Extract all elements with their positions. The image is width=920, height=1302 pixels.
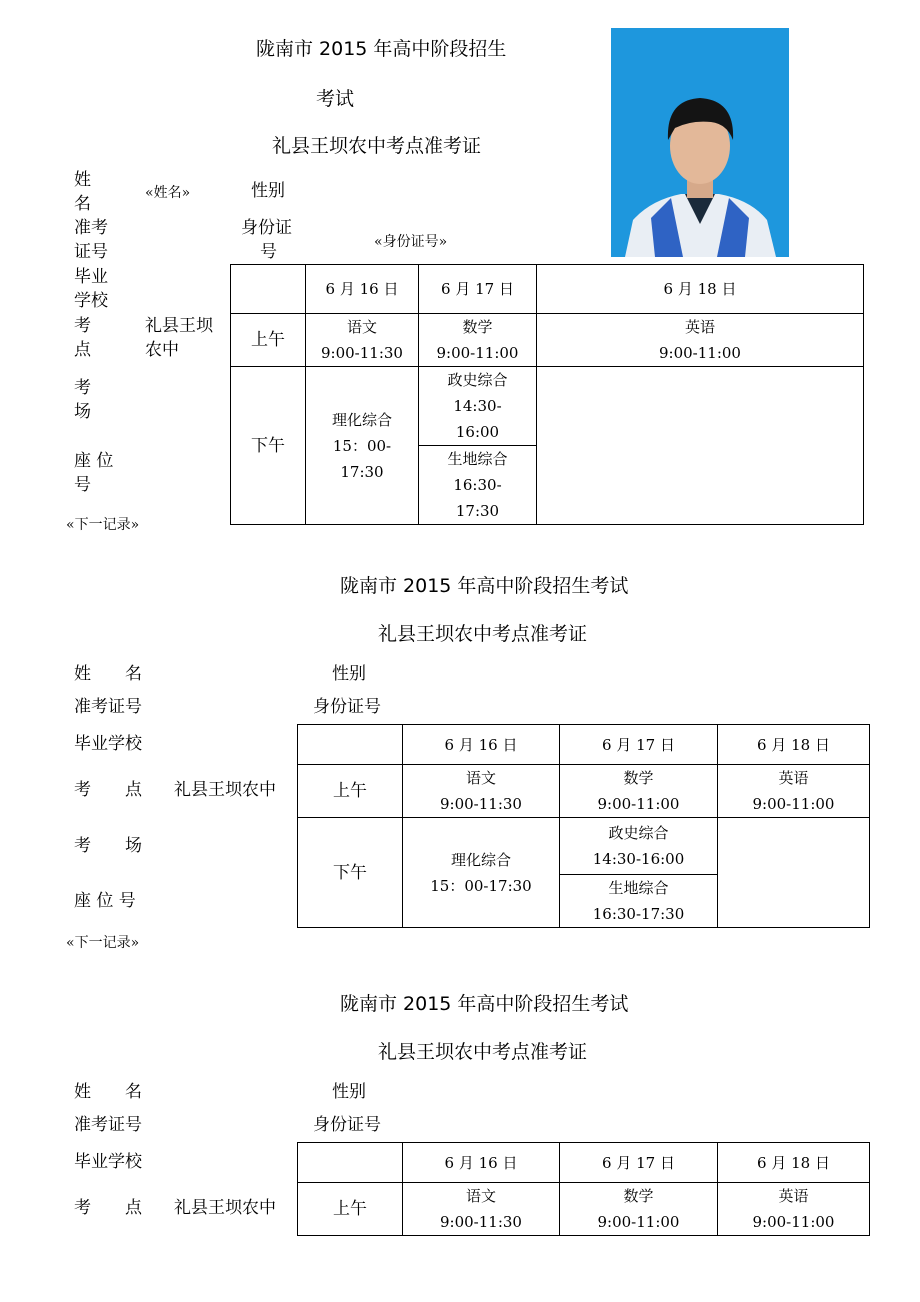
card2-school-label: 毕业学校 [74, 734, 142, 754]
card1-site-label-a: 考 [74, 316, 91, 336]
exam-subject: 数学 [623, 769, 654, 787]
day-header: 6 月 17 日 [560, 1143, 718, 1183]
exam-subject: 政史综合 [447, 371, 508, 389]
card2-schedule-table [297, 724, 870, 928]
card1-gender-label: 性别 [251, 181, 285, 201]
card3-school-label: 毕业学校 [74, 1152, 142, 1172]
exam-subject: 语文 [465, 1187, 496, 1205]
exam-subject: 理化综合 [331, 410, 392, 429]
card2-next-record: «下一记录» [66, 935, 140, 951]
card2-room-label: 考 场 [74, 836, 142, 856]
exam-cell [403, 1183, 560, 1236]
exam-cell [718, 1183, 870, 1236]
empty-cell [718, 818, 870, 928]
exam-time: 9:00-11:30 [440, 795, 522, 813]
card1-subtitle: 礼县王坝农中考点准考证 [272, 135, 482, 157]
card1-next-record: «下一记录» [66, 517, 140, 533]
day-header: 6 月 18 日 [718, 1143, 870, 1183]
student-photo [611, 28, 789, 257]
exam-time: 16:00 [455, 423, 500, 441]
card2-gender-label: 性别 [332, 664, 366, 684]
exam-cell [419, 367, 537, 446]
corner-cell [231, 265, 306, 314]
exam-cell [718, 765, 870, 818]
exam-time: 9:00-11:00 [752, 795, 835, 813]
card3-ticket-label: 准考证号 [74, 1115, 142, 1135]
exam-time: 16:30-17:30 [592, 905, 685, 923]
exam-time: 14:30-16:00 [592, 850, 685, 868]
exam-time: 9:00-11:30 [440, 1213, 522, 1231]
exam-cell [560, 765, 718, 818]
exam-subject: 语文 [346, 318, 377, 336]
card1-ticket-label-a: 准考 [74, 218, 108, 238]
card2-site-value: 礼县王坝农中 [174, 780, 276, 800]
card3-subtitle: 礼县王坝农中考点准考证 [378, 1041, 588, 1063]
exam-time: 16:30- [453, 476, 502, 494]
card1-title-line2: 考试 [316, 88, 355, 110]
empty-cell [537, 367, 864, 525]
exam-time: 9:00-11:00 [659, 344, 741, 362]
corner-cell [298, 725, 403, 765]
card2-title: 陇南市 2015 年高中阶段招生考试 [340, 575, 629, 597]
exam-subject: 政史综合 [608, 824, 669, 842]
card1-ticket-label-b: 证号 [74, 242, 108, 262]
exam-subject: 理化综合 [450, 850, 511, 869]
exam-cell [306, 314, 419, 367]
exam-time: 9:00-11:00 [597, 1213, 680, 1231]
pm-label: 下午 [298, 818, 403, 928]
exam-subject: 语文 [465, 769, 496, 787]
card1-seat-label-b: 号 [74, 475, 91, 495]
card2-ticket-label: 准考证号 [74, 697, 142, 717]
card1-site-value-b: 农中 [145, 340, 179, 360]
card2-site-label: 考 点 [74, 780, 142, 800]
exam-subject: 生地综合 [447, 450, 508, 468]
card1-name-label-a: 姓 [74, 170, 91, 190]
card1-seat-label-a: 座 位 [74, 451, 114, 471]
exam-cell [560, 818, 718, 875]
exam-cell [306, 367, 419, 525]
exam-subject: 数学 [623, 1187, 654, 1205]
day-header: 6 月 18 日 [718, 725, 870, 765]
exam-time: 9:00-11:00 [436, 344, 519, 362]
exam-time: 15：00-17:30 [430, 876, 532, 895]
exam-time: 15：00- [332, 436, 392, 455]
card3-site-value: 礼县王坝农中 [174, 1198, 276, 1218]
exam-subject: 英语 [778, 769, 809, 787]
card1-id-label-b: 号 [260, 242, 277, 262]
student-portrait-icon [611, 28, 789, 257]
card3-schedule-table [297, 1142, 870, 1236]
exam-cell [537, 314, 864, 367]
card1-name-label-b: 名 [74, 194, 91, 214]
exam-cell [419, 446, 537, 525]
card3-gender-label: 性别 [332, 1082, 366, 1102]
exam-cell [419, 314, 537, 367]
exam-time: 17:30 [340, 462, 384, 481]
card2-id-label: 身份证号 [313, 697, 381, 717]
exam-time: 9:00-11:30 [321, 344, 403, 362]
card2-seat-label: 座 位 号 [74, 891, 136, 911]
card3-id-label: 身份证号 [313, 1115, 381, 1135]
card1-title-line1: 陇南市 2015 年高中阶段招生 [256, 38, 507, 60]
exam-cell [560, 875, 718, 928]
exam-subject: 生地综合 [608, 879, 669, 897]
card1-site-value-a: 礼县王坝 [145, 316, 213, 336]
pm-label: 下午 [231, 367, 306, 525]
card1-school-label-b: 学校 [74, 291, 108, 311]
card3-name-label: 姓 名 [74, 1082, 142, 1102]
card3-site-label: 考 点 [74, 1198, 142, 1218]
card1-room-label-a: 考 [74, 378, 91, 398]
exam-time: 17:30 [455, 502, 500, 520]
card1-name-value: «姓名» [145, 185, 191, 201]
exam-subject: 数学 [462, 318, 493, 336]
day-header: 6 月 16 日 [306, 265, 419, 314]
day-header: 6 月 17 日 [419, 265, 537, 314]
exam-cell [403, 818, 560, 928]
day-header: 6 月 16 日 [403, 1143, 560, 1183]
card1-id-label-a: 身份证 [241, 218, 292, 238]
exam-time: 14:30- [453, 397, 502, 415]
card1-site-label-b: 点 [74, 340, 91, 360]
card1-room-label-b: 场 [74, 402, 91, 422]
exam-time: 9:00-11:00 [597, 795, 680, 813]
card2-subtitle: 礼县王坝农中考点准考证 [378, 623, 588, 645]
card1-schedule-table [230, 264, 864, 525]
exam-subject: 英语 [684, 318, 715, 336]
am-label: 上午 [298, 765, 403, 818]
am-label: 上午 [231, 314, 306, 367]
corner-cell [298, 1143, 403, 1183]
card1-id-value: «身份证号» [374, 234, 448, 250]
exam-cell [403, 765, 560, 818]
exam-time: 9:00-11:00 [752, 1213, 835, 1231]
card3-title: 陇南市 2015 年高中阶段招生考试 [340, 993, 629, 1015]
day-header: 6 月 18 日 [537, 265, 864, 314]
day-header: 6 月 16 日 [403, 725, 560, 765]
exam-cell [560, 1183, 718, 1236]
card1-school-label-a: 毕业 [74, 267, 108, 287]
am-label: 上午 [298, 1183, 403, 1236]
exam-subject: 英语 [778, 1187, 809, 1205]
card2-name-label: 姓 名 [74, 664, 142, 684]
day-header: 6 月 17 日 [560, 725, 718, 765]
